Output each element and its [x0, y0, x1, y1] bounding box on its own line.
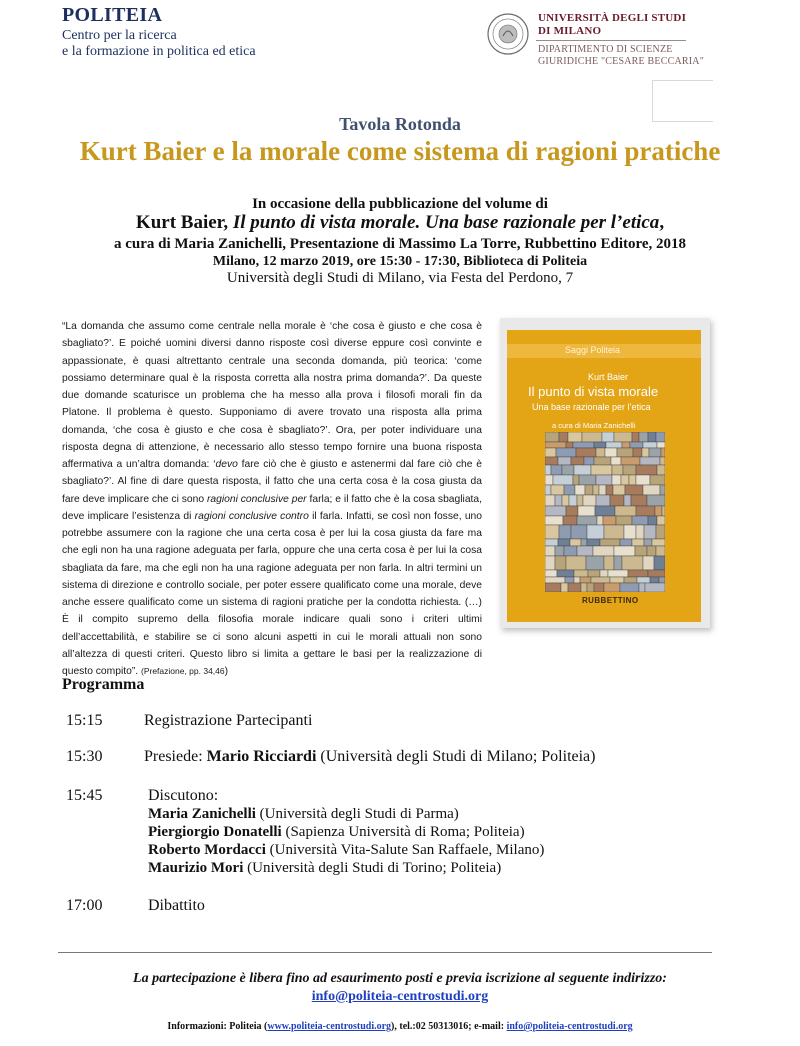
department-line-1: DIPARTIMENTO DI SCIENZE	[538, 44, 673, 55]
program-title: Programma	[62, 676, 145, 693]
quote-source: (Prefazione, pp. 34,46	[140, 666, 225, 676]
contact-info: Informazioni: Politeia (www.politeia-centrostudi.org), tel.:02 50313016; e-mail: info@politeia-centrostudi.org	[167, 1021, 633, 1032]
book-cover-painting	[545, 432, 665, 592]
book-cover-series: Saggi Politeia	[565, 345, 621, 355]
speaker: Maria Zanichelli (Università degli Studi di Parma)	[148, 806, 459, 822]
program-item: Dibattito	[148, 897, 205, 914]
program-item: Registrazione Partecipanti	[144, 712, 313, 729]
book-cover-subtitle: Una base razionale per l’etica	[532, 402, 651, 412]
org-subtitle-2: e la formazione in politica ed etica	[62, 44, 256, 59]
university-name-line-1: UNIVERSITÀ DEGLI STUDI	[538, 12, 687, 24]
speaker: Maurizio Mori (Università degli Studi di Torino; Politeia)	[148, 860, 502, 876]
footer-divider	[58, 952, 712, 953]
event-title: Kurt Baier e la morale come sistema di ragioni pratiche	[79, 136, 721, 166]
website-link[interactable]: www.politeia-centrostudi.org	[267, 1021, 392, 1032]
event-type: Tavola Rotonda	[339, 114, 461, 134]
program-time: 15:45	[66, 787, 103, 804]
department-line-2: GIURIDICHE "CESARE BECCARIA"	[538, 56, 704, 67]
header-divider	[536, 40, 686, 41]
program-time: 15:30	[66, 748, 103, 765]
program-item: Presiede: Mario Ricciardi (Università degli Studi di Milano; Politeia)	[144, 748, 596, 765]
book-author: Kurt Baier,	[135, 212, 233, 233]
occasion-line: In occasione della pubblicazione del volume di	[252, 196, 548, 212]
event-address: Università degli Studi di Milano, via Festa del Perdono, 7	[226, 270, 574, 286]
program-time: 17:00	[66, 897, 103, 914]
contact-email-link[interactable]: info@politeia-centrostudi.org	[506, 1021, 633, 1032]
book-cover-publisher: RUBBETTINO	[582, 596, 639, 605]
org-name: POLITEIA	[62, 4, 163, 26]
event-date-place: Milano, 12 marzo 2019, ore 15:30 - 17:30, Biblioteca di Politeia	[212, 254, 588, 269]
registration-note: La partecipazione è libera fino ad esaurimento posti e previa iscrizione al seguente indirizzo:	[133, 971, 667, 986]
org-subtitle-1: Centro per la ricerca	[62, 28, 177, 43]
chair-name: Mario Ricciardi	[206, 748, 317, 765]
speaker: Piergiorgio Donatelli (Sapienza Università di Roma; Politeia)	[148, 824, 525, 840]
book-cover-author: Kurt Baier	[588, 372, 629, 382]
program-time: 15:15	[66, 712, 103, 729]
book-title-suffix: ,	[659, 212, 665, 233]
book-cover-editor: a cura di Maria Zanichelli	[552, 421, 636, 430]
university-seal-icon	[486, 12, 530, 56]
book-cover-title: Il punto di vista morale	[528, 384, 659, 399]
book-credits: a cura di Maria Zanichelli, Presentazione di Massimo La Torre, Rubbettino Editore, 2018	[113, 236, 687, 252]
book-title: Il punto di vista morale. Una base razionale per l’etica	[232, 212, 660, 233]
registration-email[interactable]: info@politeia-centrostudi.org	[311, 989, 489, 1004]
speaker: Roberto Mordacci (Università Vita-Salute San Raffaele, Milano)	[148, 842, 545, 858]
program-item: Discutono:	[148, 787, 219, 804]
university-name-line-2: DI MILANO	[538, 25, 602, 37]
preface-quote: “La domanda che assumo come centrale nella morale è ‘che cosa è giusto e che cosa è sbagliato?’. E poiché uomini diversi danno risposte così diverse eppure così convinte e appassionate, è quasi altrettanto centrale una seconda domanda, più teorica: ‘come possiamo determinare qual è la risposta corretta alla nostra prima domanda?’. Da queste due domande scaturisce un problema che ha messo alla prova i filosofi morali fin da Platone. Il problema è questo. Supponiamo di avere trovato una risposta alla prima domanda, ‘che cosa è giusto e che cosa è sbagliato?’. Ora, per poter individuare una risposta degna di attenzione, è necessario allo stesso tempo fornire una buona risposta affermativa a un’altra domanda: ‘devo fare ciò che è giusto e astenermi dal fare ciò che è sbagliato?’. Al fine di dare questa risposta, il fatto che una certa cosa è la cosa giusta da fare deve implicare che ci sono ragioni conclusive per farla; e il fatto che è la cosa sbagliata, deve implicare l’esistenza di ragioni conclusive contro il farla. Infatti, se così non fosse, uno potrebbe assumere con la ragione che una certa cosa è per lui la cosa giusta da fare ma che egli non ha una ragione adeguata per farla, oppure che una certa cosa è per lui la cosa sbagliata da fare, ma che egli non ha una ragione adeguata per non farla. In altri termini un sistema di direzione e controllo sociale, per poter essere qualificato come una morale, deve anche essere qualificato come un sistema di ragioni pratiche per la condotta richiesta. (…) È il compito supremo della filosofia morale indicare quali sono i criteri ultimi dell’accettabilità, e stabilire se ci sono alcuni aspetti in cui le morali attuali non sono all’altezza di questi criteri. Questo libro si limita a gettare le basi per la realizzazione di questo compito”. (Prefazione, pp. 34,46)	[62, 321, 483, 677]
book-reference	[0, 212, 800, 234]
